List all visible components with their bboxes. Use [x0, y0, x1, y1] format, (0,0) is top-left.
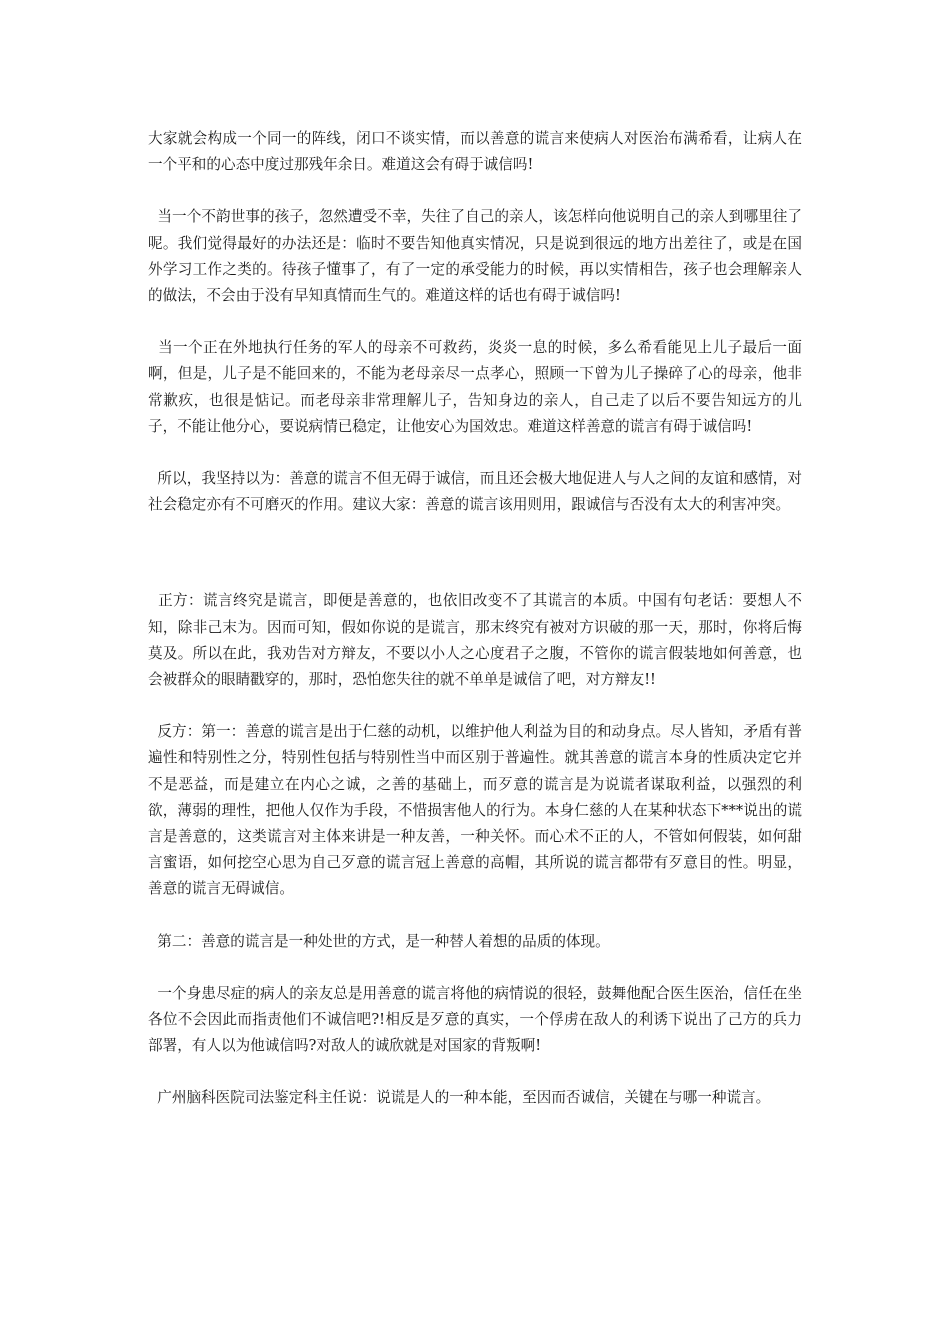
- document-body: [148, 126, 802, 1138]
- paragraph-6: 反方：第一：善意的谎言是出于仁慈的动机，以维护他人利益为目的和动身点。尽人皆知，矛盾有普遍性和特别性之分，特别性包括与特别性当中而区别于普遍性。就其善意的谎言本身的性质决定它并不是恶益，而是建立在内心之诚，之善的基础上，而歹意的谎言是为说谎者谋取利益，以强烈的利欲，薄弱的理性，把他人仅作为手段，不惜损害他人的行为。本身仁慈的人在某种状态下***说出的谎言是善意的，这类谎言对主体来讲是一种友善，一种关怀。而心术不正的人，不管如何假装，如何甜言蜜语，如何挖空心思为自己歹意的谎言冠上善意的高帽，其所说的谎言都带有歹意目的性。明显，善意的谎言无碍诚信。: [148, 723, 802, 898]
- paragraph-1: 大家就会构成一个同一的阵线，闭口不谈实情，而以善意的谎言来使病人对医治布满希看，让病人在一个平和的心态中度过那残年余日。难道这会有碍于诚信吗!: [148, 130, 802, 174]
- paragraph-8: 一个身患尽症的病人的亲友总是用善意的谎言将他的病情说的很轻，鼓舞他配合医生医治，信任在坐各位不会因此而指责他们不诚信吧?!相反是歹意的真实，一个俘虏在敌人的利诱下说出了己方的兵力部署，有人以为他诚信吗?对敌人的诚欣就是对国家的背叛啊!: [148, 984, 802, 1055]
- paragraph-2: 当一个不韵世事的孩子，忽然遭受不幸，失往了自己的亲人，该怎样向他说明自己的亲人到哪里往了呢。我们觉得最好的办法还是：临时不要告知他真实情况，只是说到很远的地方出差往了，或是在国外学习工作之类的。待孩子懂事了，有了一定的承受能力的时候，再以实情相告，孩子也会理解亲人的做法，不会由于没有早知真情而生气的。难道这样的话也有碍于诚信吗!: [148, 208, 802, 305]
- paragraph-9: 广州脑科医院司法鉴定科主任说：说谎是人的一种本能，至因而否诚信，关键在与哪一种谎言。: [148, 1089, 771, 1107]
- paragraph-3: 当一个正在外地执行任务的军人的母亲不可救药，炎炎一息的时候，多么希看能见上儿子最后一面啊，但是，儿子是不能回来的，不能为老母亲尽一点孝心，照顾一下曾为儿子操碎了心的母亲，他非常歉疚，也很是惦记。而老母亲非常理解儿子，告知身边的亲人，自己走了以后不要告知远方的儿子，不能让他分心，要说病情已稳定，让他安心为国效忠。难道这样善意的谎言有碍于诚信吗!: [148, 339, 802, 435]
- paragraph-4: 所以，我坚持以为：善意的谎言不但无碍于诚信，而且还会极大地促进人与人之间的友谊和感情，对社会稳定亦有不可磨灭的作用。建议大家：善意的谎言该用则用，跟诚信与否没有太大的利害冲突。: [148, 470, 802, 514]
- paragraph-5: 正方：谎言终究是谎言，即便是善意的，也依旧改变不了其谎言的本质。中国有句老话：要想人不知，除非己末为。因而可知，假如你说的是谎言，那末终究有被对方识破的那一天，那时，你将后悔莫及。所以在此，我劝告对方辩友，不要以小人之心度君子之腹，不管你的谎言假装地如何善意，也会被群众的眼睛戳穿的，那时，恐怕您失往的就不单单是诚信了吧，对方辩友!!: [148, 592, 802, 689]
- paragraph-7: 第二：善意的谎言是一种处世的方式，是一种替人着想的品质的体现。: [148, 932, 610, 950]
